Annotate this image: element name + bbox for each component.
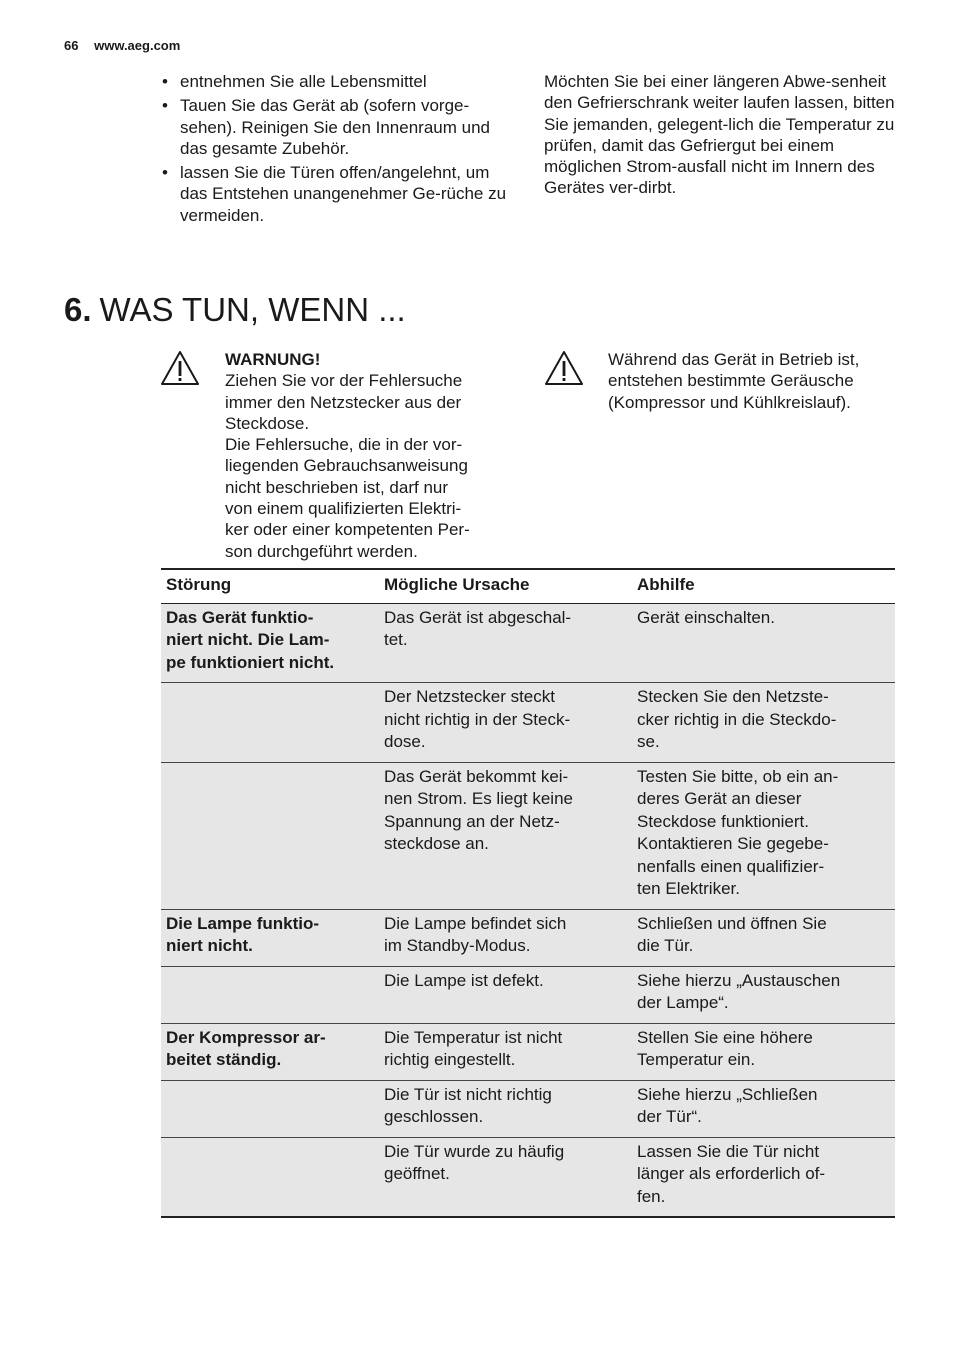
cause-line: tet. (384, 630, 408, 649)
warning-line: Ziehen Sie vor der Fehlersuche (225, 371, 463, 391)
cell-cause (379, 1023, 632, 1080)
cell-cause (379, 603, 632, 683)
cause-line: im Standby-Modus. (384, 936, 531, 955)
cell-remedy (632, 909, 895, 966)
cell-remedy (632, 966, 895, 1023)
cell-cause (379, 683, 632, 763)
cause-line: nen Strom. Es liegt keine (384, 789, 573, 808)
cell-cause (379, 909, 632, 966)
troubleshooting-table (161, 568, 895, 1218)
remedy-line: Temperatur ein. (637, 1050, 756, 1069)
symptom-line: Der Kompressor ar- (166, 1027, 326, 1047)
section-title (64, 288, 406, 332)
cell-symptom (161, 909, 379, 966)
cell-cause (379, 1137, 632, 1217)
cell-symptom (161, 603, 379, 683)
table-row (161, 909, 895, 966)
cause-line: nicht richtig in der Steck- (384, 709, 571, 729)
remedy-line: deres Gerät an dieser (637, 789, 802, 808)
remedy-line: länger als erforderlich of- (637, 1164, 826, 1183)
symptom-line: niert nicht. (166, 936, 253, 955)
cause-line: geschlossen. (384, 1107, 484, 1126)
symptom-line: pe funktioniert nicht. (166, 652, 335, 672)
remedy-line: der Tür“. (637, 1107, 702, 1126)
absence-paragraph: Möchten Sie bei einer längeren Abwe-senheit den Gefrierschrank weiter laufen lassen, bitten Sie jemanden, gelegent-lich die Temperatur zu prüfen, damit das Gefriergut bei einem möglichen Strom-ausfall nicht im Innern des Gerätes ver-dirbt. (544, 72, 895, 198)
cause-line: Der Netzstecker steckt (384, 687, 555, 706)
cause-line: steckdose an. (384, 834, 489, 853)
cell-cause (379, 762, 632, 909)
warning-line: ker oder einer kompetenten Per- (225, 520, 470, 540)
cause-line: richtig eingestellt. (384, 1050, 516, 1069)
warning-line: son durchgeführt werden. (225, 541, 418, 561)
remedy-line: Siehe hierzu „Austauschen (637, 970, 841, 990)
instruction-list (160, 71, 510, 226)
warning-line: von einem qualifizierten Elektri- (225, 499, 462, 519)
warning-title: WARNUNG! (225, 350, 321, 369)
page-header (64, 38, 180, 53)
cause-line: dose. (384, 732, 426, 751)
storage-instructions (160, 71, 510, 229)
remedy-line: Stecken Sie den Netzste- (637, 687, 829, 706)
cause-line: Die Tür wurde zu häufig (384, 1141, 565, 1161)
remedy-line: Lassen Sie die Tür nicht (637, 1141, 820, 1161)
list-item: • Tauen Sie das Gerät ab (sofern vorge-sehen). Reinigen Sie den Innenraum und das gesamte Zubehör. (160, 95, 510, 159)
cell-cause (379, 1080, 632, 1137)
header-remedy: Abhilfe (632, 569, 895, 603)
remedy-line: Steckdose funktioniert. (637, 811, 809, 831)
remedy-line: Testen Sie bitte, ob ein an- (637, 766, 839, 786)
remedy-line: die Tür. (637, 936, 694, 955)
remedy-line: Siehe hierzu „Schließen (637, 1084, 818, 1104)
symptom-line: beitet ständig. (166, 1050, 282, 1069)
absence-note (544, 71, 899, 199)
table-row (161, 1137, 895, 1217)
cause-line: Spannung an der Netz- (384, 811, 560, 831)
cause-line: geöffnet. (384, 1164, 450, 1183)
cell-symptom (161, 1137, 379, 1217)
cell-symptom (161, 1023, 379, 1080)
remedy-line: se. (637, 732, 660, 751)
cell-remedy (632, 1137, 895, 1217)
warning-line: immer den Netzstecker aus der (225, 392, 462, 412)
section-heading: WAS TUN, WENN ... (99, 291, 406, 328)
symptom-line: niert nicht. Die Lam- (166, 630, 330, 649)
warning-line: liegenden Gebrauchsanweisung (225, 456, 468, 476)
remedy-line: Gerät einschalten. (637, 607, 775, 627)
cell-remedy (632, 683, 895, 763)
cause-line: Die Tür ist nicht richtig (384, 1084, 552, 1104)
table-row (161, 966, 895, 1023)
header-cause: Mögliche Ursache (379, 569, 632, 603)
remedy-line: der Lampe“. (637, 993, 729, 1012)
remedy-line: Schließen und öffnen Sie (637, 913, 827, 933)
page-number: 66 (64, 38, 79, 53)
warning-line: Steckdose. (225, 413, 310, 433)
noise-line: entstehen bestimmte Geräusche (608, 371, 854, 391)
list-item: • entnehmen Sie alle Lebensmittel (160, 71, 510, 92)
cell-symptom (161, 762, 379, 909)
cause-line: Die Lampe befindet sich (384, 913, 567, 933)
header-symptom: Störung (161, 569, 379, 603)
symptom-line: Die Lampe funktio- (166, 913, 320, 933)
remedy-line: cker richtig in die Steckdo- (637, 709, 837, 729)
section-number: 6. (64, 291, 92, 328)
warning-line: Die Fehlersuche, die in der vor- (225, 435, 463, 455)
warning-triangle-icon (544, 350, 584, 386)
table-row (161, 1023, 895, 1080)
warning-block (225, 349, 515, 562)
warning-line: nicht beschrieben ist, darf nur (225, 477, 449, 497)
table-row (161, 1080, 895, 1137)
cell-symptom (161, 966, 379, 1023)
remedy-line: ten Elektriker. (637, 879, 740, 898)
cell-remedy (632, 603, 895, 683)
table-row (161, 603, 895, 683)
remedy-line: fen. (637, 1186, 666, 1206)
table-row (161, 762, 895, 909)
remedy-line: Stellen Sie eine höhere (637, 1027, 813, 1047)
cell-remedy (632, 1023, 895, 1080)
noise-note (608, 349, 908, 413)
table-body (161, 603, 895, 1217)
cause-line: Das Gerät bekommt kei- (384, 766, 569, 786)
remedy-line: Kontaktieren Sie gegebe- (637, 834, 829, 853)
cell-symptom (161, 683, 379, 763)
site-url: www.aeg.com (94, 38, 181, 53)
cell-symptom (161, 1080, 379, 1137)
cause-line: Das Gerät ist abgeschal- (384, 607, 572, 627)
cell-cause (379, 966, 632, 1023)
cell-remedy (632, 762, 895, 909)
remedy-line: nenfalls einen qualifizier- (637, 856, 825, 876)
cause-line: Die Temperatur ist nicht (384, 1027, 563, 1047)
list-item: • lassen Sie die Türen offen/angelehnt, um das Entstehen unangenehmer Ge-rüche zu vermeiden. (160, 162, 510, 226)
cause-line: Die Lampe ist defekt. (384, 970, 544, 990)
noise-line: (Kompressor und Kühlkreislauf). (608, 392, 851, 412)
symptom-line: Das Gerät funktio- (166, 607, 314, 627)
table-header-row (161, 569, 895, 603)
noise-line: Während das Gerät in Betrieb ist, (608, 350, 860, 369)
warning-triangle-icon (160, 350, 200, 386)
cell-remedy (632, 1080, 895, 1137)
table-row (161, 683, 895, 763)
